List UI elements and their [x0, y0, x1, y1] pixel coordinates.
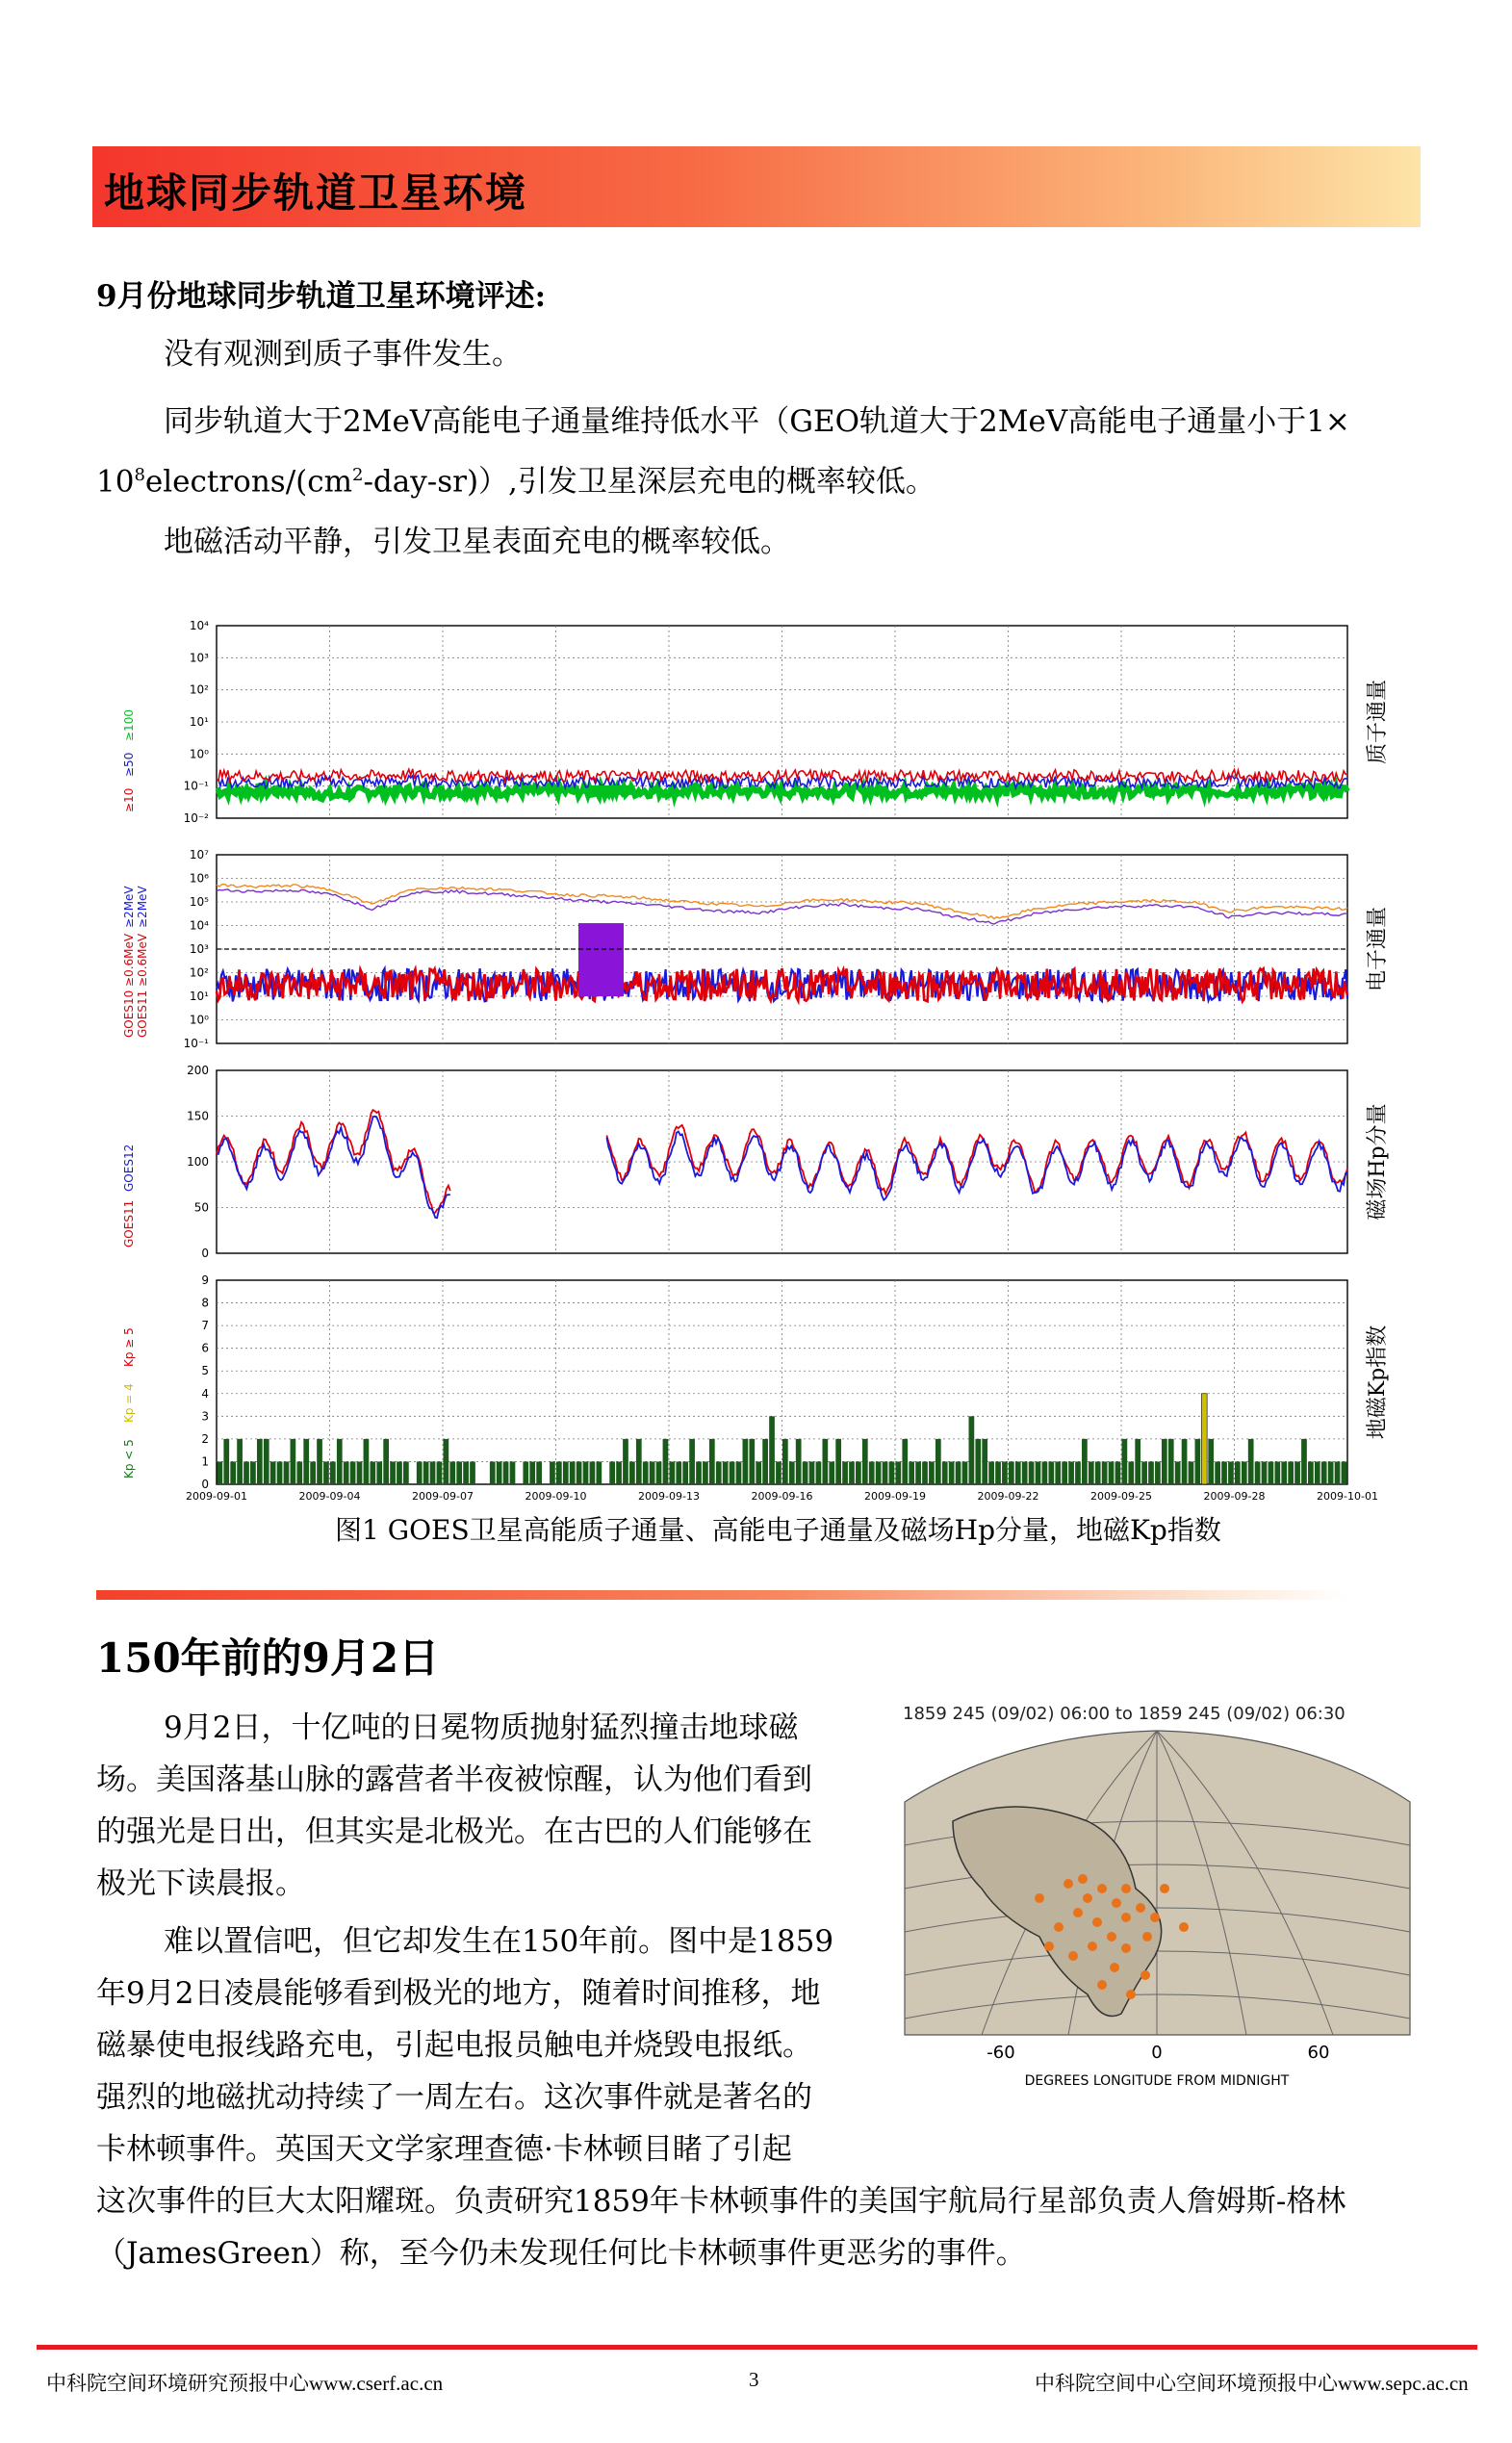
kp-bar [1015, 1461, 1021, 1484]
kp-bar [1089, 1461, 1094, 1484]
y-tick-label: 100 [187, 1155, 209, 1169]
kp-bar [1055, 1461, 1061, 1484]
footer-right: 中科院空间中心空间环境预报中心www.sepc.ac.cn [1035, 2372, 1469, 2395]
kp-bar [270, 1461, 276, 1484]
kp-bar [237, 1439, 243, 1484]
panel-label: 地磁Kp指数 [1366, 1324, 1390, 1440]
kp-bar [1228, 1461, 1234, 1484]
kp-bar [696, 1461, 702, 1484]
kp-bar [969, 1416, 975, 1484]
kp-bar [988, 1461, 994, 1484]
kp-bar [1288, 1461, 1294, 1484]
panel-label: 磁场Hp分量 [1366, 1103, 1390, 1221]
aurora-sighting-dot [1121, 1884, 1131, 1893]
kp-bar [1155, 1461, 1161, 1484]
kp-bar [723, 1461, 729, 1484]
aurora-sighting-dot [1073, 1908, 1083, 1917]
kp-bar [1122, 1439, 1128, 1484]
story-paragraph-2 [96, 1916, 847, 2175]
kp-bar [902, 1439, 908, 1484]
kp-bar [1221, 1461, 1227, 1484]
kp-bar [303, 1439, 309, 1484]
kp-bar [629, 1461, 635, 1484]
y-tick-label: 3 [201, 1409, 209, 1424]
y-tick-label: 4 [201, 1386, 209, 1401]
kp-bar [437, 1461, 443, 1484]
y-tick-label: 10¹ [189, 990, 209, 1003]
kp-bar [490, 1461, 496, 1484]
aurora-sighting-dot [1054, 1922, 1064, 1932]
data-gap-block [578, 923, 624, 996]
kp-bar [230, 1461, 236, 1484]
story-p2-line: 磁暴使电报线路充电，引起电报员触电并烧毁电报纸。 [96, 2028, 812, 2063]
y-tick-label: 10⁴ [189, 619, 209, 632]
kp-bar [403, 1461, 409, 1484]
kp-bar [444, 1439, 449, 1484]
aurora-sighting-dot [1121, 1943, 1131, 1953]
kp-bar [470, 1461, 475, 1484]
kp-bar [782, 1439, 788, 1484]
kp-bar [862, 1439, 868, 1484]
aurora-sighting-dot [1126, 1990, 1136, 1999]
kp-bar [670, 1461, 676, 1484]
kp-bar [663, 1439, 669, 1484]
kp-bar [643, 1461, 649, 1484]
kp-bar [397, 1461, 402, 1484]
legend-entry: GOES11 [122, 1199, 136, 1247]
kp-bar [1168, 1439, 1174, 1484]
legend-entry: ≥10 [122, 787, 136, 812]
kp-bar [736, 1461, 742, 1484]
story-p2-line: 卡林顿事件。英国天文学家理查德·卡林顿目睹了引起 [96, 2132, 792, 2167]
kp-bar [1328, 1461, 1334, 1484]
aurora-sighting-dot [1179, 1922, 1189, 1932]
y-tick-label: 10² [189, 965, 209, 980]
map-x-tick: 0 [1151, 2043, 1163, 2063]
y-tick-label: 10⁷ [189, 848, 209, 861]
y-tick-label: 10⁵ [189, 895, 209, 909]
story-p1-line: 9月2日，十亿吨的日冕物质抛射猛烈撞击地球磁 [164, 1710, 799, 1745]
kp-bar [430, 1461, 436, 1484]
aurora-sighting-dot [1097, 1980, 1107, 1990]
kp-bar [1315, 1461, 1320, 1484]
kp-bar [876, 1461, 882, 1484]
x-tick-label: 2009-09-16 [751, 1490, 813, 1503]
footer-rule [37, 2345, 1477, 2350]
chart-panel-1 [122, 619, 1390, 825]
y-tick-label: 10³ [189, 651, 209, 665]
kp-bar [357, 1461, 363, 1484]
kp-bar [849, 1461, 855, 1484]
kp-bar [883, 1461, 888, 1484]
kp-bar [703, 1461, 708, 1484]
map-title: 1859 245 (09/02) 06:00 to 1859 245 (09/02) 06:30 [903, 1704, 1345, 1724]
y-tick-label: 0 [201, 1247, 209, 1260]
aurora-sighting-dot [1035, 1893, 1044, 1903]
exp-sup: 8 [134, 465, 145, 485]
kp-bar [1189, 1461, 1194, 1484]
aurora-sighting-dot [1142, 1932, 1152, 1942]
kp-bar [417, 1461, 423, 1484]
y-tick-label: 10⁻¹ [183, 779, 209, 793]
kp-bar [1048, 1461, 1054, 1484]
kp-bar [563, 1461, 569, 1484]
x-tick-label: 2009-09-13 [638, 1490, 700, 1503]
aurora-sighting-dot [1121, 1913, 1131, 1922]
kp-bar [291, 1439, 296, 1484]
kp-bar [1082, 1439, 1088, 1484]
story-p2-wide-line: 这次事件的巨大太阳耀斑。负责研究1859年卡林顿事件的美国宇航局行星部负责人詹姆斯-格林 [96, 2184, 1346, 2219]
kp-bar [570, 1461, 576, 1484]
y-tick-label: 7 [201, 1319, 209, 1333]
kp-bar [949, 1461, 955, 1484]
kp-bar [1321, 1461, 1327, 1484]
kp-bar [550, 1461, 555, 1484]
x-tick-label: 2009-09-01 [186, 1490, 247, 1503]
kp-bar [1075, 1461, 1081, 1484]
y-tick-label: 10² [189, 682, 209, 697]
legend-entry: ≥50 [122, 752, 136, 777]
y-tick-label: 2 [201, 1431, 209, 1446]
review-p2-line1: 同步轨道大于2MeV高能电子通量维持低水平（GEO轨道大于2MeV高能电子通量小于1× [164, 404, 1350, 439]
kp-bar [915, 1461, 921, 1484]
story-p2-line: 年9月2日凌晨能够看到极光的地方，随着时间推移，地 [96, 1976, 821, 2011]
unit-text: electrons/(cm [144, 464, 352, 500]
kp-bar [1201, 1394, 1207, 1484]
kp-bar [583, 1461, 589, 1484]
kp-bar [995, 1461, 1001, 1484]
kp-bar [284, 1461, 290, 1484]
kp-bar [423, 1461, 429, 1484]
legend-entry: Kp ≥ 5 [122, 1327, 136, 1367]
story-p1-line: 的强光是日出，但其实是北极光。在古巴的人们能够在 [96, 1814, 812, 1849]
kp-bar [257, 1439, 263, 1484]
kp-bar [743, 1439, 749, 1484]
aurora-sighting-dot [1083, 1893, 1092, 1903]
kp-bar [1195, 1439, 1201, 1484]
aurora-sighting-dot [1107, 1932, 1116, 1942]
kp-bar [596, 1461, 602, 1484]
x-tick-label: 2009-09-19 [864, 1490, 926, 1503]
section-title: 150年前的9月2日 [96, 1634, 440, 1682]
y-tick-label: 10³ [189, 942, 209, 956]
story-paragraph-2-continued [96, 2175, 1424, 2279]
y-tick-label: 10⁰ [189, 747, 209, 761]
x-tick-label: 2009-09-04 [298, 1490, 361, 1503]
story-p2-line: 强烈的地磁扰动持续了一周左右。这次事件就是著名的 [96, 2080, 812, 2115]
panel-label: 质子通量 [1366, 679, 1390, 765]
kp-bar [1269, 1461, 1274, 1484]
kp-bar [449, 1461, 455, 1484]
kp-bar [1036, 1461, 1041, 1484]
kp-bar [789, 1461, 795, 1484]
kp-bar [682, 1461, 688, 1484]
chart-panel-2 [122, 848, 1390, 1050]
kp-bar [1042, 1461, 1048, 1484]
kp-bar [1009, 1461, 1014, 1484]
kp-bar [350, 1461, 356, 1484]
y-tick-label: 10⁻¹ [183, 1037, 209, 1050]
kp-bar [730, 1461, 735, 1484]
kp-bar [1215, 1461, 1220, 1484]
kp-bar [1115, 1461, 1121, 1484]
kp-bar [676, 1461, 681, 1484]
kp-bar [822, 1439, 828, 1484]
figure-caption: 图1 GOES卫星高能质子通量、高能电子通量及磁场Hp分量，地磁Kp指数 [335, 1514, 1221, 1546]
kp-bar [523, 1461, 528, 1484]
y-tick-label: 10⁻² [183, 811, 209, 825]
kp-bar [1262, 1461, 1268, 1484]
y-tick-label: 1 [201, 1454, 209, 1469]
review-paragraph-1: 没有观测到质子事件发生。 [164, 337, 522, 372]
kp-bar [975, 1439, 981, 1484]
kp-bar [223, 1439, 229, 1484]
review-p2-line2 [96, 449, 935, 508]
panel-label: 电子通量 [1366, 906, 1390, 992]
section-divider [96, 1590, 1347, 1600]
kp-bar [376, 1461, 382, 1484]
review-heading: 9月份地球同步轨道卫星环境评述: [96, 279, 547, 314]
y-tick-label: 50 [193, 1200, 209, 1215]
y-tick-label: 9 [201, 1273, 209, 1287]
kp-bar [529, 1461, 535, 1484]
kp-bar [1335, 1461, 1341, 1484]
kp-bar [264, 1439, 269, 1484]
kp-bar [962, 1461, 968, 1484]
footer-left: 中科院空间环境研究预报中心www.cserf.ac.cn [46, 2372, 444, 2395]
kp-bar [816, 1461, 822, 1484]
kp-bar [1141, 1461, 1147, 1484]
legend-entry: Kp < 5 [122, 1439, 136, 1479]
unit-sup: 2 [351, 465, 364, 485]
goes-chart [115, 606, 1396, 1503]
kp-bar [510, 1461, 516, 1484]
kp-bar [1308, 1461, 1314, 1484]
kp-bar [689, 1439, 695, 1484]
aurora-sighting-dot [1092, 1917, 1102, 1927]
kp-bar [1175, 1461, 1181, 1484]
kp-bar [1182, 1439, 1188, 1484]
aurora-sighting-dot [1097, 1884, 1107, 1893]
y-tick-label: 10⁰ [189, 1013, 209, 1027]
y-tick-label: 0 [201, 1478, 209, 1491]
y-tick-label: 5 [201, 1364, 209, 1378]
kp-bar [1002, 1461, 1008, 1484]
kp-bar [383, 1439, 389, 1484]
exp-base: 10 [96, 464, 135, 500]
legend-entry: ≥2MeV [136, 886, 149, 928]
kp-bar [776, 1461, 782, 1484]
aurora-sighting-dot [1064, 1879, 1073, 1889]
kp-bar [1135, 1439, 1140, 1484]
kp-bar [1294, 1461, 1300, 1484]
kp-bar [636, 1439, 642, 1484]
banner-title: 地球同步轨道卫星环境 [104, 169, 528, 217]
y-tick-label: 6 [201, 1341, 209, 1355]
map-x-tick: 60 [1307, 2043, 1330, 2063]
kp-bar [1102, 1461, 1108, 1484]
kp-bar [609, 1461, 615, 1484]
kp-bar [1301, 1439, 1307, 1484]
story-p1-line: 极光下读晨报。 [96, 1866, 305, 1901]
aurora-sighting-dot [1136, 1903, 1145, 1913]
kp-bar [856, 1461, 861, 1484]
x-tick-label: 2009-09-07 [412, 1490, 474, 1503]
kp-bar [896, 1461, 902, 1484]
kp-bar [1208, 1439, 1214, 1484]
kp-bar [829, 1461, 834, 1484]
y-tick-label: 10⁶ [189, 871, 209, 886]
kp-bar [218, 1461, 223, 1484]
kp-bar [922, 1461, 928, 1484]
kp-bar [323, 1461, 329, 1484]
kp-bar [497, 1461, 502, 1484]
legend-entry: ≥2MeV [122, 886, 136, 928]
kp-bar [1062, 1461, 1067, 1484]
kp-bar [756, 1461, 761, 1484]
aurora-map [895, 1696, 1420, 2120]
y-tick-label: 8 [201, 1296, 209, 1310]
kp-bar [835, 1439, 841, 1484]
aurora-sighting-dot [1110, 1963, 1119, 1972]
aurora-sighting-dot [1160, 1884, 1169, 1893]
legend-entry: GOES11 ≥0.6MeV [136, 933, 149, 1038]
kp-bar [650, 1461, 655, 1484]
legend-entry: ≥100 [122, 709, 136, 741]
kp-bar [310, 1461, 316, 1484]
kp-bar [556, 1461, 562, 1484]
kp-bar [942, 1461, 948, 1484]
kp-bar [1128, 1461, 1134, 1484]
y-tick-label: 10¹ [189, 715, 209, 729]
legend-entry: GOES10 ≥0.6MeV [122, 933, 136, 1038]
unit-tail: -day-sr)）,引发卫星深层充电的概率较低。 [363, 464, 935, 500]
kp-bar [463, 1461, 469, 1484]
story-paragraph-1 [96, 1702, 847, 1910]
map-x-tick: -60 [987, 2043, 1015, 2063]
kp-bar [503, 1461, 509, 1484]
kp-bar [889, 1461, 895, 1484]
x-tick-label: 2009-09-10 [525, 1490, 587, 1503]
kp-bar [1255, 1461, 1261, 1484]
legend-entry: GOES12 [122, 1144, 136, 1192]
kp-bar [330, 1461, 336, 1484]
kp-bar [1095, 1461, 1101, 1484]
kp-bar [716, 1461, 722, 1484]
kp-bar [1274, 1461, 1280, 1484]
kp-bar [1242, 1461, 1247, 1484]
kp-bar [982, 1439, 987, 1484]
legend-entry: Kp = 4 [122, 1383, 136, 1423]
aurora-sighting-dot [1140, 1970, 1150, 1980]
kp-bar [803, 1461, 808, 1484]
kp-bar [536, 1461, 542, 1484]
kp-bar [577, 1461, 582, 1484]
y-tick-label: 200 [187, 1064, 209, 1077]
aurora-sighting-dot [1150, 1913, 1160, 1922]
kp-bar [1022, 1461, 1028, 1484]
review-paragraph-3: 地磁活动平静，引发卫星表面充电的概率较低。 [164, 525, 790, 559]
kp-bar [762, 1439, 768, 1484]
kp-bar [623, 1439, 628, 1484]
x-tick-label: 2009-09-22 [977, 1490, 1039, 1503]
kp-bar [1148, 1461, 1154, 1484]
y-tick-label: 10⁴ [189, 918, 209, 933]
proton-dip [590, 785, 635, 795]
kp-bar [390, 1461, 396, 1484]
kp-bar [277, 1461, 283, 1484]
x-tick-label: 2009-09-28 [1203, 1490, 1266, 1503]
kp-bar [364, 1439, 370, 1484]
kp-bar [1068, 1461, 1074, 1484]
kp-bar [842, 1461, 848, 1484]
x-tick-label: 2009-10-01 [1317, 1490, 1378, 1503]
aurora-sighting-dot [1112, 1898, 1121, 1908]
kp-bar [370, 1461, 375, 1484]
kp-bar [869, 1461, 875, 1484]
aurora-sighting-dot [1078, 1874, 1088, 1884]
kp-bar [1029, 1461, 1035, 1484]
kp-bar [1109, 1461, 1115, 1484]
chart-panel-4 [122, 1273, 1390, 1503]
kp-bar [243, 1461, 249, 1484]
y-tick-label: 150 [187, 1109, 209, 1123]
kp-bar [769, 1416, 775, 1484]
page-number: 3 [749, 2368, 759, 2391]
kp-bar [1281, 1461, 1287, 1484]
aurora-sighting-dot [1088, 1942, 1097, 1951]
kp-bar [809, 1461, 815, 1484]
kp-bar [590, 1461, 596, 1484]
kp-bar [337, 1439, 343, 1484]
kp-bar [709, 1439, 715, 1484]
chart-panel-3 [122, 1064, 1390, 1260]
kp-bar [250, 1461, 256, 1484]
kp-bar [656, 1461, 662, 1484]
kp-bar [909, 1461, 914, 1484]
kp-bar [616, 1461, 622, 1484]
kp-bar [956, 1461, 961, 1484]
kp-bar [1235, 1461, 1241, 1484]
kp-bar [1248, 1439, 1254, 1484]
story-p2-line: 难以置信吧，但它却发生在150年前。图中是1859 [164, 1924, 834, 1959]
kp-bar [929, 1461, 935, 1484]
kp-bar [749, 1439, 755, 1484]
kp-bar [796, 1439, 802, 1484]
x-tick-label: 2009-09-25 [1090, 1490, 1152, 1503]
aurora-sighting-dot [1068, 1951, 1078, 1961]
kp-bar [296, 1461, 302, 1484]
aurora-sighting-dot [1044, 1942, 1054, 1951]
kp-bar [1342, 1461, 1347, 1484]
kp-bar [456, 1461, 462, 1484]
kp-bar [1162, 1439, 1167, 1484]
kp-bar [935, 1439, 941, 1484]
review-paragraph-2 [96, 395, 1415, 508]
kp-bar [344, 1461, 349, 1484]
story-p1-line: 场。美国落基山脉的露营者半夜被惊醒，认为他们看到 [96, 1762, 812, 1797]
kp-bar [317, 1439, 322, 1484]
story-p2-wide-line: （JamesGreen）称，至今仍未发现任何比卡林顿事件更恶劣的事件。 [96, 2236, 1026, 2271]
map-x-label: DEGREES LONGITUDE FROM MIDNIGHT [1024, 2073, 1290, 2089]
